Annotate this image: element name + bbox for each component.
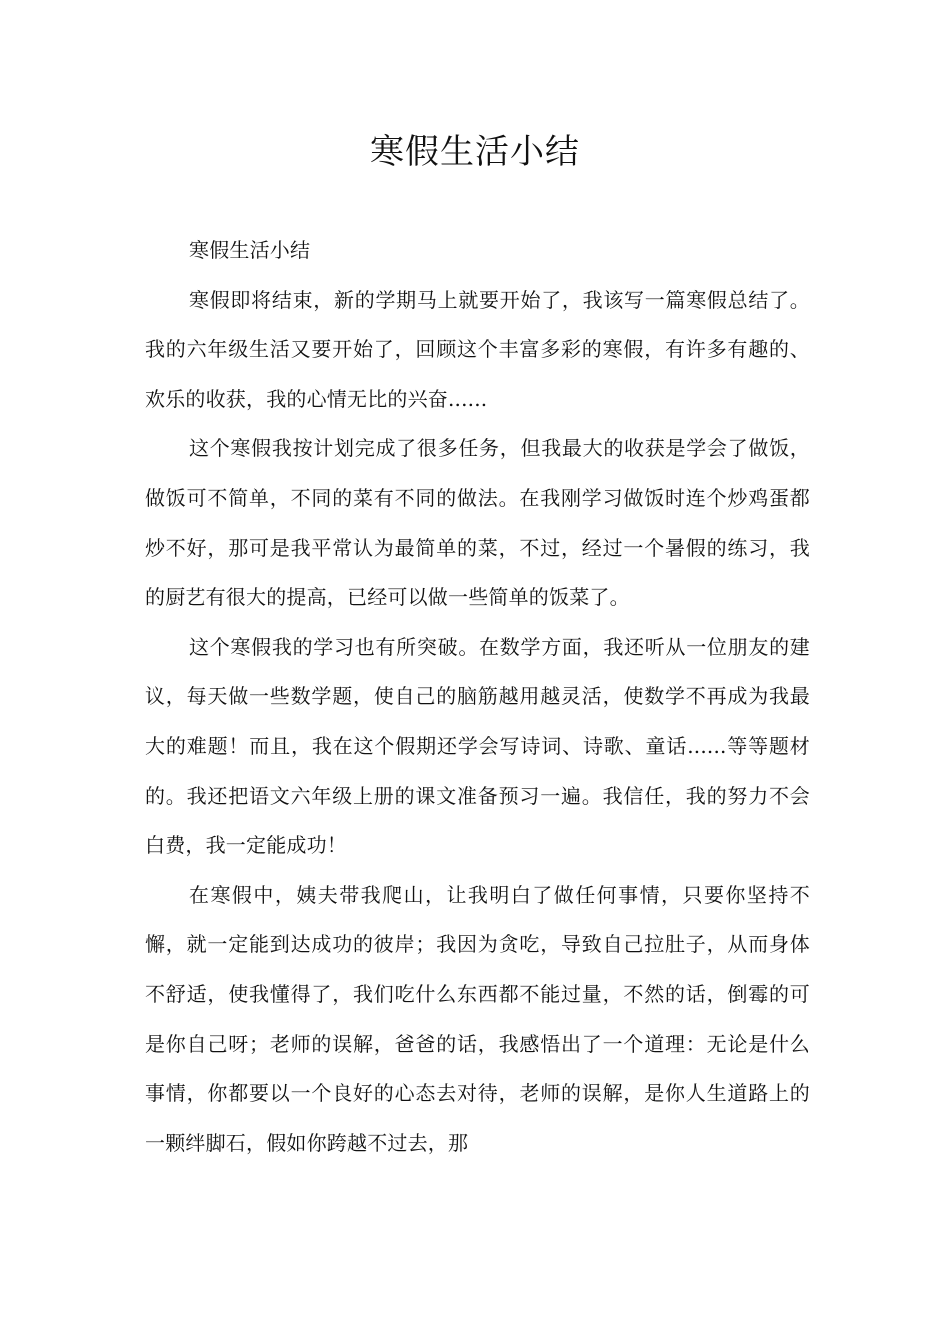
document-title: 寒假生活小结	[370, 132, 580, 172]
paragraph-lessons: 在寒假中，姨夫带我爬山，让我明白了做任何事情，只要你坚持不懈，就一定能到达成功的彼岸；我因为贪吃，导致自己拉肚子，从而身体不舒适，使我懂得了，我们吃什么东西都不能过量，不然的话，倒霉的可是你自己呀；老师的误解，爸爸的话，我感悟出了一个道理：无论是什么事情，你都要以一个良好的心态去对待，老师的误解，是你人生道路上的一颗绊脚石，假如你跨越不过去，那	[145, 882, 810, 1155]
paragraph-intro: 寒假即将结束，新的学期马上就要开始了，我该写一篇寒假总结了。我的六年级生活又要开始了，回顾这个丰富多彩的寒假，有许多有趣的、欢乐的收获，我的心情无比的兴奋......	[145, 287, 810, 411]
paragraph-cooking: 这个寒假我按计划完成了很多任务，但我最大的收获是学会了做饭，做饭可不简单，不同的菜有不同的做法。在我刚学习做饭时连个炒鸡蛋都炒不好，那可是我平常认为最简单的菜，不过，经过一个暑假的练习，我的厨艺有很大的提高，已经可以做一些简单的饭菜了。	[145, 436, 810, 610]
paragraph-subtitle: 寒假生活小结	[189, 238, 311, 262]
document-body	[145, 226, 810, 1168]
paragraph-study: 这个寒假我的学习也有所突破。在数学方面，我还听从一位朋友的建议，每天做一些数学题，使自己的脑筋越用越灵活，使数学不再成为我最大的难题！而且，我在这个假期还学会写诗词、诗歌、童话......等等题材的。我还把语文六年级上册的课文准备预习一遍。我信任，我的努力不会白费，我一定能成功！	[145, 634, 810, 858]
